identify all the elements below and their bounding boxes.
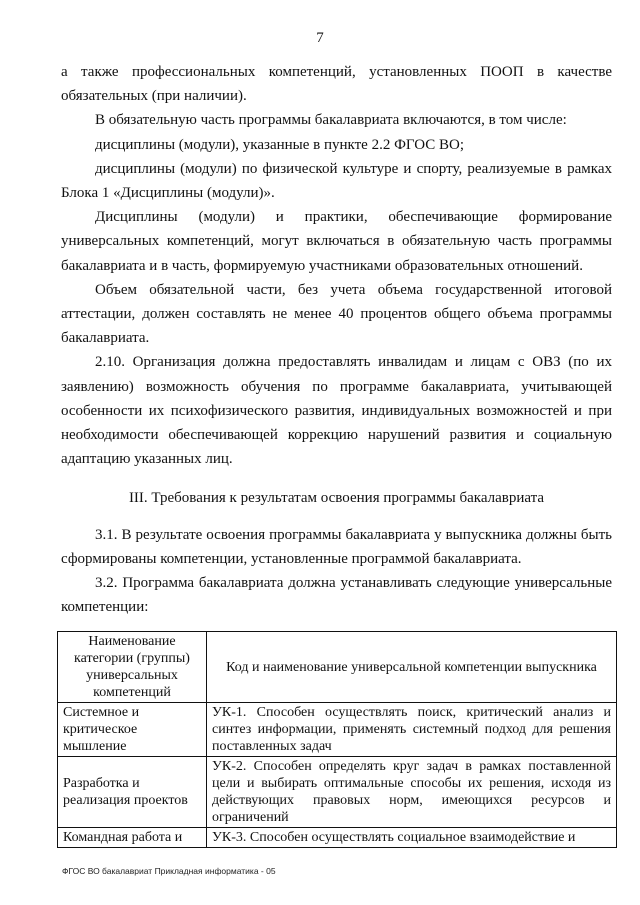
- competencies-table: [57, 631, 617, 848]
- paragraph: 3.2. Программа бакалавриата должна устанавливать следующие универсальные компетенции:: [61, 575, 612, 616]
- section-heading: III. Требования к результатам освоения программы бакалавриата: [128, 490, 545, 507]
- page-number: 7: [316, 30, 324, 46]
- table-cell-category: Системное и критическое мышление: [58, 703, 207, 757]
- paragraph: дисциплины (модули), указанные в пункте 2.2 ФГОС ВО;: [95, 136, 465, 153]
- table-header-competence: Код и наименование универсальной компетенции выпускника: [207, 632, 617, 703]
- paragraph: В обязательную часть программы бакалавриата включаются, в том числе:: [95, 112, 567, 129]
- table-cell-competence: УК-1. Способен осуществлять поиск, критический анализ и синтез информации, применять системный подход для решения поставленных задач: [207, 703, 617, 757]
- paragraph: Объем обязательной части, без учета объема государственной итоговой аттестации, должен составлять не менее 40 процентов общего объема программы бакалавриата.: [61, 281, 612, 347]
- table-header-row: [58, 632, 617, 703]
- paragraph: 2.10. Организация должна предоставлять инвалидам и лицам с ОВЗ (по их заявлению) возможность обучения по программе бакалавриата, учитывающей особенности их психофизического развития, индивидуальных возможностей и при необходимости обеспечивающей коррекцию нарушений развития и социальную адаптацию указанных лиц.: [61, 354, 612, 468]
- table-header-category: Наименование категории (группы) универсальных компетенций: [58, 632, 207, 703]
- table-cell-competence: УК-2. Способен определять круг задач в рамках поставленной цели и выбирать оптимальные способы их решения, исходя из действующих правовых норм, имеющихся ресурсов и ограничений: [207, 757, 617, 828]
- table-cell-category: Разработка и реализация проектов: [58, 757, 207, 828]
- paragraph: а также профессиональных компетенций, установленных ПООП в качестве обязательных (при наличии).: [61, 64, 612, 105]
- table-row: [58, 757, 617, 828]
- paragraph: 3.1. В результате освоения программы бакалавриата у выпускника должны быть сформированы компетенции, установленные программой бакалавриата.: [61, 526, 612, 567]
- page-footer: ФГОС ВО бакалавриат Прикладная информатика - 05: [62, 866, 276, 876]
- table-row: [58, 828, 617, 848]
- paragraph: Дисциплины (модули) и практики, обеспечивающие формирование универсальных компетенций, могут включаться в обязательную часть программы бакалавриата и в часть, формируемую участниками образовательных отношений.: [61, 209, 612, 274]
- body-text: [61, 60, 612, 619]
- table-row: [58, 703, 617, 757]
- table-cell-competence: УК-3. Способен осуществлять социальное взаимодействие и: [207, 828, 617, 848]
- table-cell-category: Командная работа и: [58, 828, 207, 848]
- paragraph: дисциплины (модули) по физической культуре и спорту, реализуемые в рамках Блока 1 «Дисциплины (модули)».: [61, 160, 612, 202]
